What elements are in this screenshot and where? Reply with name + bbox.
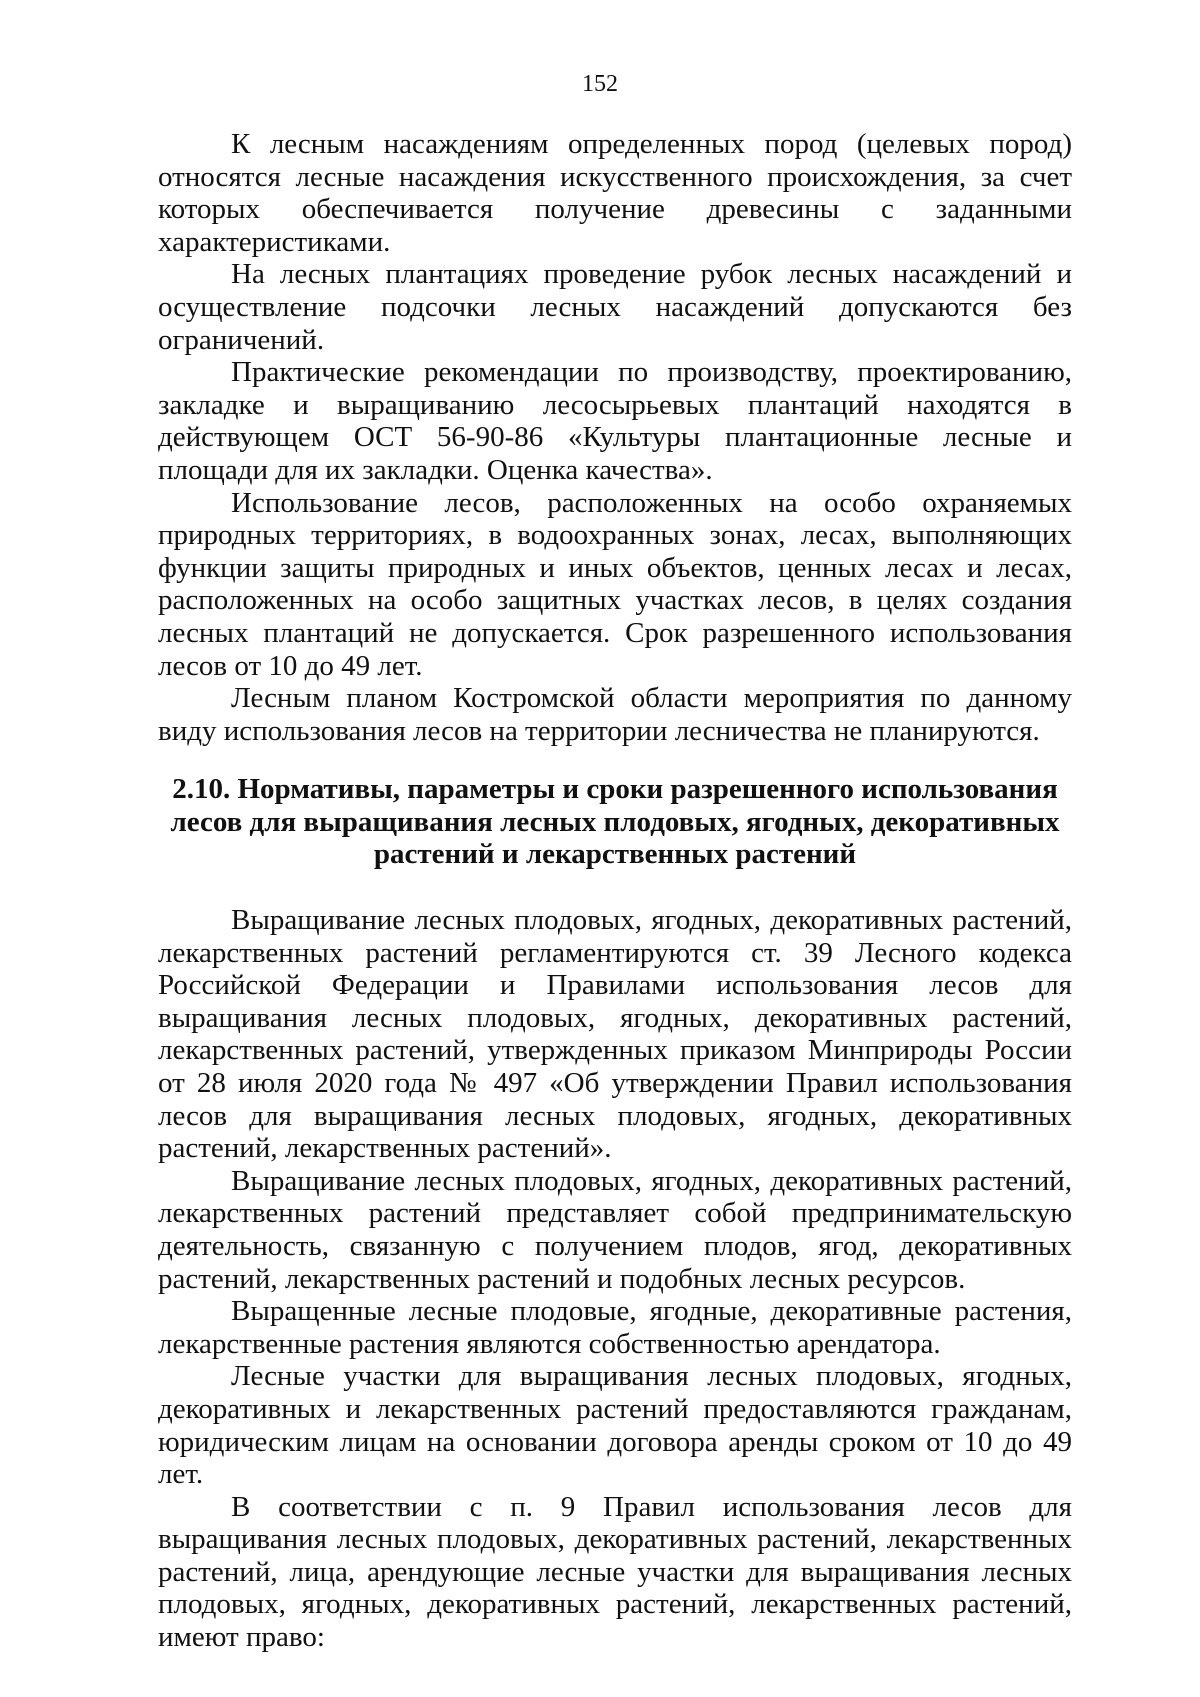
paragraph: Выращивание лесных плодовых, ягодных, декоративных растений, лекарственных растений регламентируются ст. 39 Лесного кодекса Российской Федерации и Правилами использования лесов для выращивания лесных плодовых, ягодных, декоративных растений, лекарственных растений, утвержденных приказом Минприроды России от 28 июля 2020 года № 497 «Об утверждении Правил использования лесов для выращивания лесных плодовых, ягодных, декоративных растений, лекарственных растений». [158,904,1072,1165]
paragraph: Использование лесов, расположенных на особо охраняемых природных территориях, в водоохранных зонах, лесах, выполняющих функции защиты природных и иных объектов, ценных лесах и лесах, расположенных на особо защитных участках лесов, в целях создания лесных плантаций не допускается. Срок разрешенного использования лесов от 10 до 49 лет. [158,486,1072,682]
body-text-lower [158,904,1072,1654]
body-text-upper [158,128,1072,747]
paragraph: Лесные участки для выращивания лесных плодовых, ягодных, декоративных и лекарственных растений предоставляются гражданам, юридическим лицам на основании договора аренды сроком от 10 до 49 лет. [158,1360,1072,1491]
paragraph: К лесным насаждениям определенных пород (целевых пород) относятся лесные насаждения искусственного происхождения, за счет которых обеспечивается получение древесины с заданными характеристиками. [158,128,1072,258]
paragraph: Практические рекомендации по производству, проектированию, закладке и выращиванию лесосырьевых плантаций находятся в действующем ОСТ 56-90-86 «Культуры плантационные лесные и площади для их закладки. Оценка качества». [158,356,1072,486]
paragraph: В соответствии с п. 9 Правил использования лесов для выращивания лесных плодовых, декоративных растений, лекарственных растений, лица, арендующие лесные участки для выращивания лесных плодовых, ягодных, декоративных растений, лекарственных растений, имеют право: [158,1490,1072,1654]
paragraph: Лесным планом Костромской области мероприятия по данному виду использования лесов на территории лесничества не планируются. [158,682,1072,747]
paragraph: На лесных плантациях проведение рубок лесных насаждений и осуществление подсочки лесных насаждений допускаются без ограничений. [158,258,1072,356]
paragraph: Выращивание лесных плодовых, ягодных, декоративных растений, лекарственных растений представляет собой предпринимательскую деятельность, связанную с получением плодов, ягод, декоративных растений, лекарственных растений и подобных лесных ресурсов. [158,1164,1072,1295]
page-number: 152 [582,71,618,97]
section-heading: 2.10. Нормативы, параметры и сроки разрешенного использования лесов для выращивания лесных плодовых, ягодных, декоративных растений и лекарственных растений [170,773,1060,871]
paragraph: Выращенные лесные плодовые, ягодные, декоративные растения, лекарственные растения являются собственностью арендатора. [158,1295,1072,1360]
